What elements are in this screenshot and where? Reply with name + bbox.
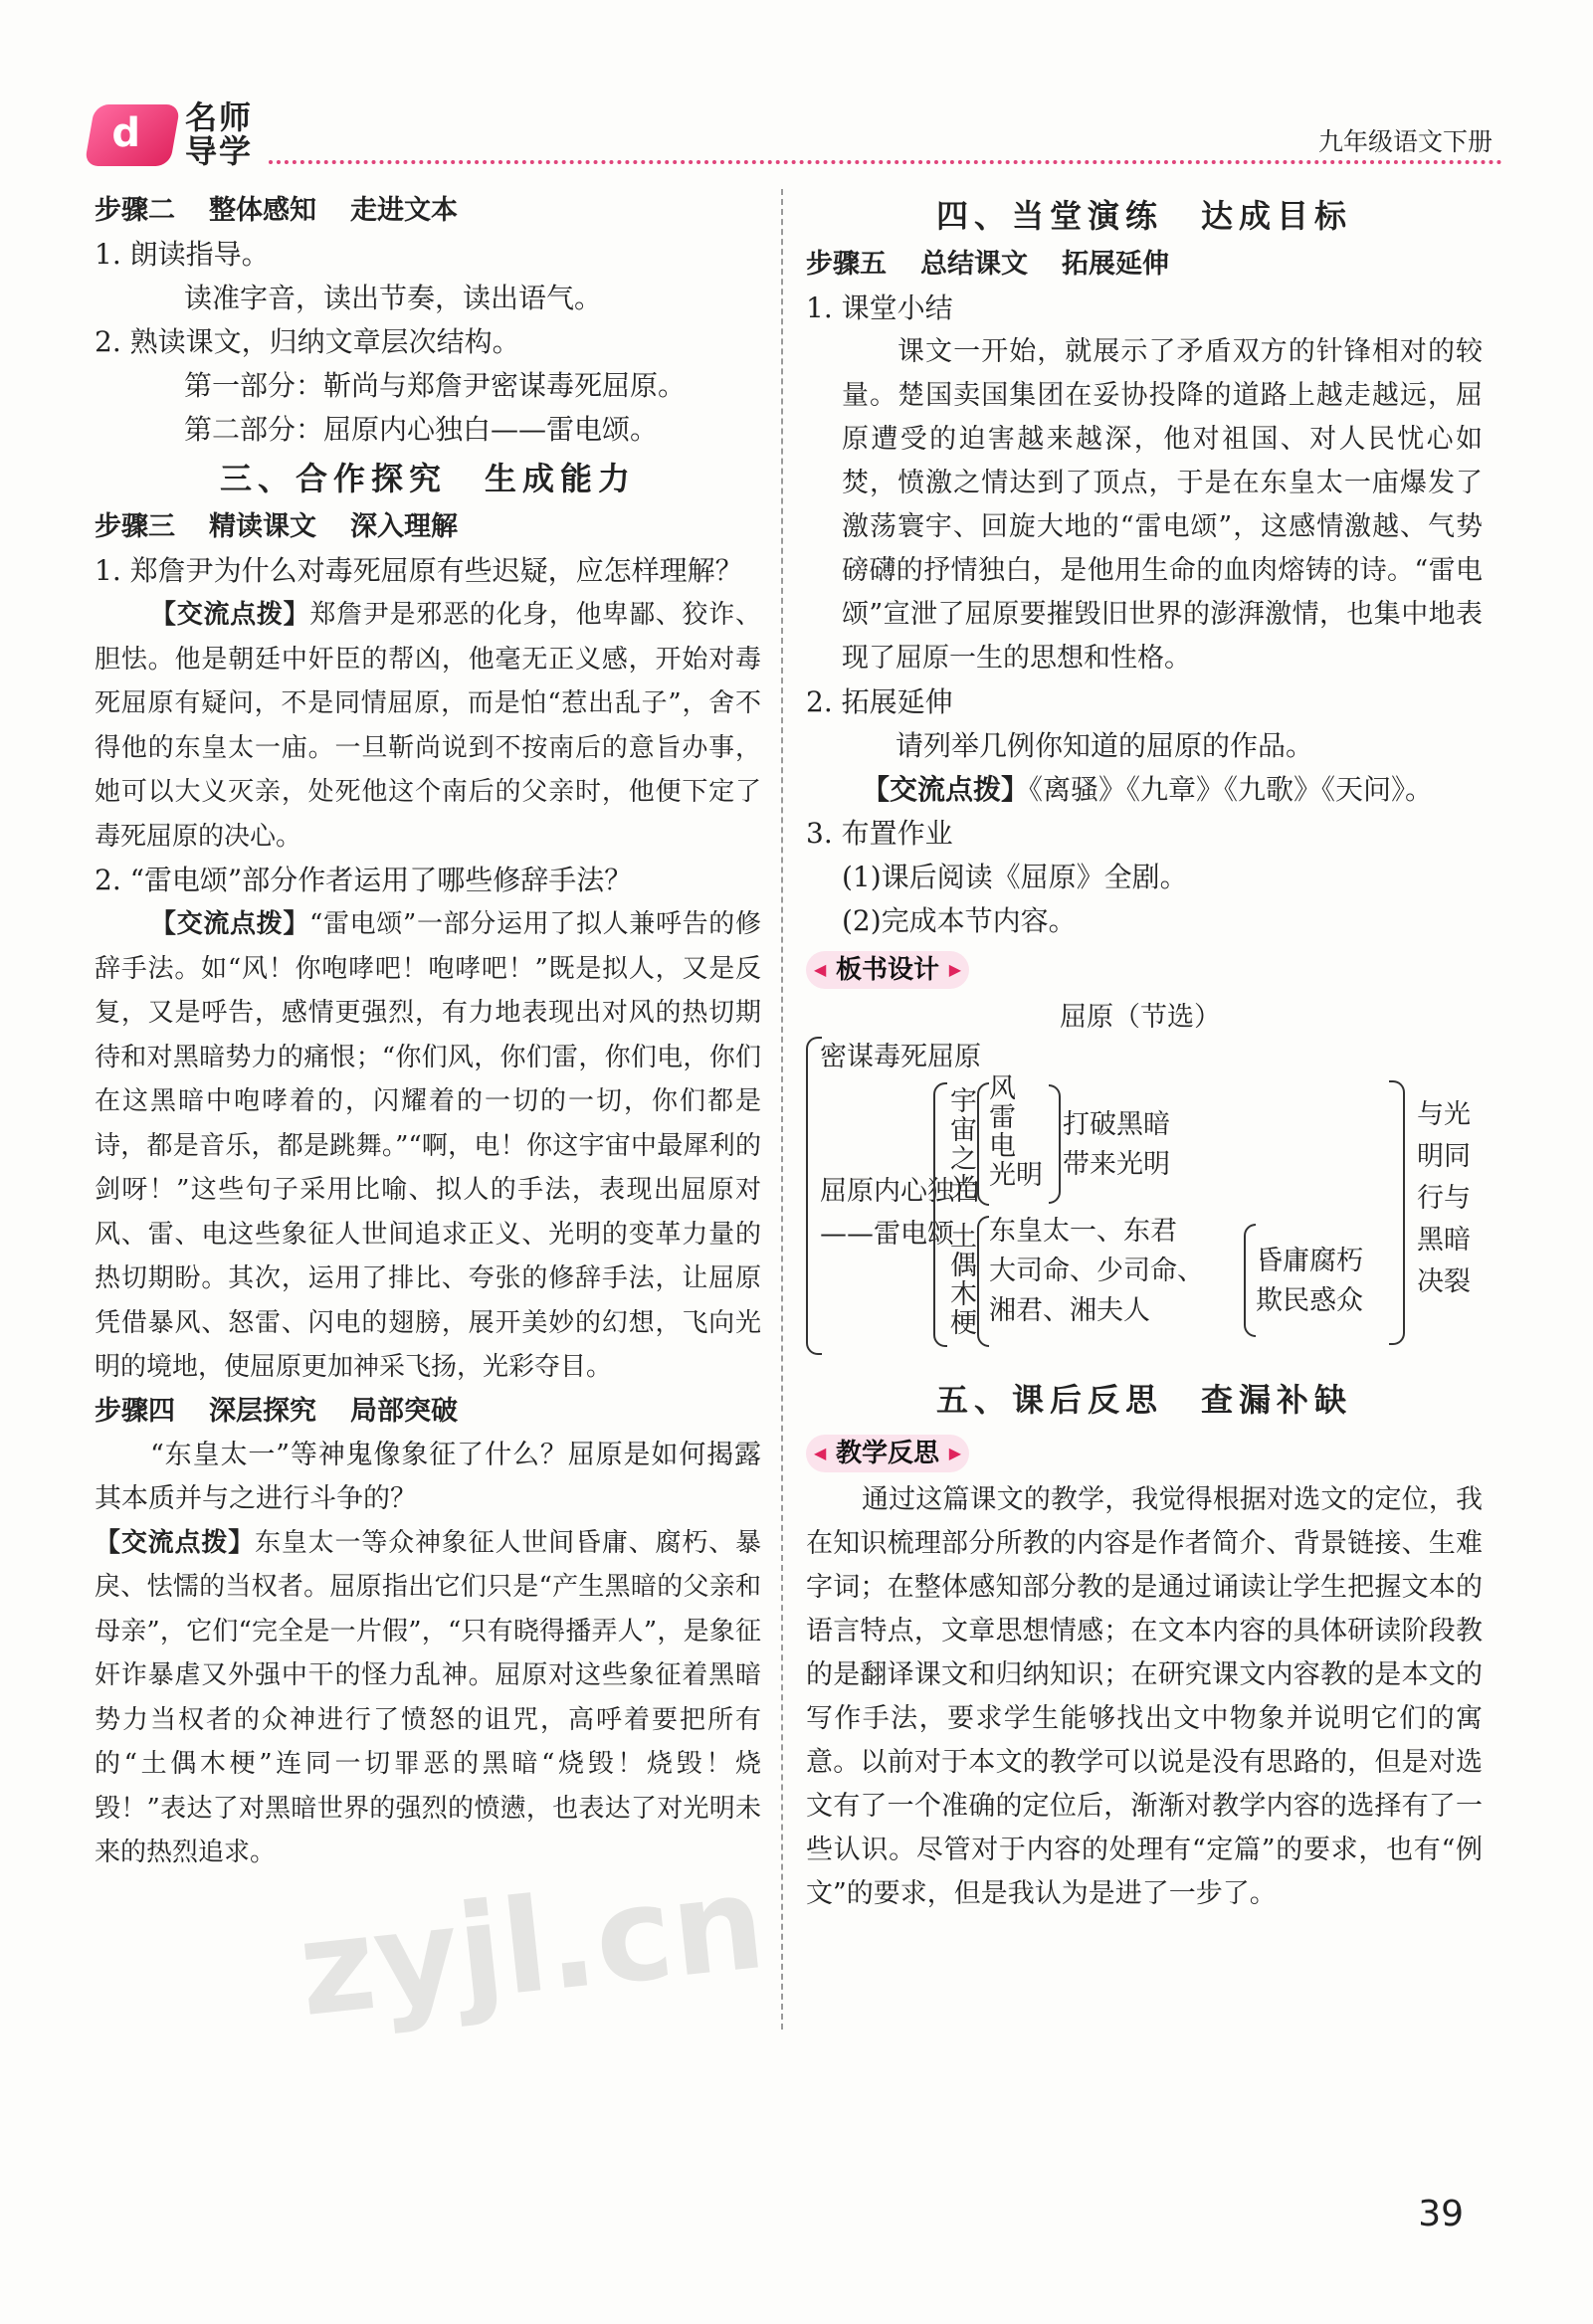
reflection-tag-row (806, 1427, 1483, 1478)
question-2: 2. 熟读课文，归纳文章层次结构。 (95, 325, 520, 358)
board-ode-text: ——雷电颂 (820, 1219, 954, 1250)
homework-item-2: (2)完成本节内容。 (842, 904, 1077, 937)
board-conclusion: 与光 明同 行与 黑暗 决裂 (1417, 1099, 1471, 1297)
summary-body: 课文一开始，就展示了矛盾双方的针锋相对的较量。楚国卖国集团在妥协投降的道路上越走越远，屈原遭受的迫害越来越深，他对祖国、对人民忧心如焚，愤激之情达到了顶点，于是在东皇太一庙爆发了激荡寰宇、回旋大地的“雷电颂”，这感情激越、气势磅礴的抒情独白，是他用生命的血肉熔铸的诗。“雷电颂”宣泄了屈原要摧毁旧世界的澎湃激情，也集中地表现了屈原一生的思想和性格。 (842, 336, 1483, 674)
question-1: 1. 朗读指导。 (95, 238, 270, 271)
question-1-body: 读准字音，读出节奏，读出语气。 (184, 282, 603, 314)
fatuous-corrupt: 昏庸腐朽 (1256, 1246, 1363, 1276)
board-title: 屈原（节选） (1060, 1002, 1221, 1033)
step-two-heading: 步骤二 整体感知 走进文本 (95, 195, 458, 226)
summary-heading: 1. 课堂小结 (806, 291, 953, 324)
gods-brace (977, 1216, 989, 1347)
step3-answer-1: 【交流点拨】郑詹尹是邪恶的化身，他卑鄙、狡诈、胆怯。他是朝廷中奸臣的帮凶，他毫无正义感，开始对毒死屈原有疑问，不是同情屈原，而是怕“惹出乱子”，舍不得他的东皇太一庙。一旦靳尚说到不按南后的意旨办事，她可以大义灭亲，处死他这个南后的父亲时，他便下定了毒死屈原的决心。 (95, 600, 761, 852)
section-four-title: 四、当堂演练 达成目标 (935, 197, 1352, 235)
header-divider (269, 160, 1502, 164)
deceive-people: 欺民惑众 (1256, 1285, 1363, 1316)
board-design-tag: ◀ 板书设计 ▶ (806, 951, 969, 989)
page-number: 39 (1418, 2194, 1464, 2234)
reflection-tag: ◀ 教学反思 ▶ (806, 1435, 969, 1472)
watermark: zyjl.cn (292, 1845, 772, 2046)
cosmos-light: 宇宙之光 (945, 1086, 976, 1202)
step-four-heading: 步骤四 深层探究 局部突破 (95, 1395, 458, 1427)
step4-answer: 【交流点拨】东皇太一等众神象征人世间昏庸、腐朽、暴戾、怯懦的当权者。屈原指出它们只是“产生黑暗的父亲和母亲”，它们“完全是一片假”，“只有晓得播弄人”，是象征奸诈暴虐又外强中干的怪力乱神。屈原对这些象征着黑暗势力当权者的众神进行了愤怒的诅咒，高呼着要把所有的“土偶木梗”连同一切罪恶的黑暗“烧毁！烧毁！烧毁！”表达了对黑暗世界的强烈的愤懑，也表达了对光明未来的热烈追求。 (95, 1527, 761, 1867)
book-title: 九年级语文下册 (1317, 127, 1493, 156)
step3-answer-2: 【交流点拨】“雷电颂”一部分运用了拟人兼呼告的修辞手法。如“风！你咆哮吧！咆哮吧！”既是拟人，又是反复，又是呼告，感情更强烈，有力地表现出对风的热切期待和对黑暗势力的痛恨；“你们风，你们雷，你们电，你们在这黑暗中咆哮着的，闪耀着的一切的一切，你们都是诗，都是音乐，都是跳舞。”“啊，电！你这宇宙中最犀利的剑呀！”这些句子采用比喻、拟人的手法，表现出屈原对风、雷、电这些象征人世间追求正义、光明的变革力量的热切期盼。其次，运用了排比、夸张的修辞手法，让屈原凭借暴风、怒雷、闪电的翅膀，展开美妙的幻想，飞向光明的境地，使屈原更加神采飞扬，光彩夺目。 (95, 909, 761, 1382)
left-column (95, 189, 761, 1875)
gods-list: 东皇太一、东君 大司命、少司命、 湘君、湘夫人 (989, 1216, 1204, 1326)
board-design-tag-row (806, 943, 1483, 995)
break-darkness: 打破黑暗 (1063, 1109, 1170, 1140)
elements-brace-right (1049, 1084, 1061, 1204)
board-monologue-text: 屈原内心独白 (820, 1176, 981, 1207)
gods-brace-right (1244, 1224, 1256, 1337)
clay-idols: 土偶木梗 (945, 1222, 976, 1337)
right-column (806, 189, 1483, 1916)
step4-question: “东皇太一”等神鬼像象征了什么？屈原是如何揭露其本质并与之进行斗争的？ (95, 1439, 761, 1514)
extension-body: 请列举几例你知道的屈原的作品。 (896, 729, 1314, 762)
right-brace (1389, 1080, 1405, 1345)
homework-item-1: (1)课后阅读《屈原》全剧。 (842, 861, 1188, 893)
step-five-heading: 步骤五 总结课文 拓展延伸 (806, 249, 1169, 280)
extension-heading: 2. 拓展延伸 (806, 685, 953, 718)
publisher-logo (90, 95, 269, 174)
part-two: 第二部分：屈原内心独白——雷电颂。 (184, 413, 659, 446)
extension-answer: 【交流点拨】《离骚》《九章》《九歌》《天问》。 (862, 773, 1434, 806)
reflection-body: 通过这篇课文的教学，我觉得根据对选文的定位，我在知识梳理部分所教的内容是作者简介、背景链接、生难字词；在整体感知部分教的是通过诵读让学生把握文本的语言特点，文章思想情感；在文本内容的具体研读阶段教的是翻译课文和归纳知识；在研究课文内容教的是本文的写作手法，要求学生能够找出文中物象并说明它们的寓意。以前对于本文的教学可以说是没有思路的，但是对选文有了一个准确的定位后，渐渐对教学内容的选择有了一些认识。尽管对于内容的处理有“定篇”的要求，也有“例文”的要求，但是我认为是进了一步了。 (806, 1484, 1483, 1909)
bring-light: 带来光明 (1063, 1149, 1170, 1180)
step3-question-1: 1. 郑詹尹为什么对毒死屈原有些迟疑，应怎样理解？ (95, 554, 743, 587)
board-design-diagram (806, 995, 1483, 1373)
section-five-title: 五、课后反思 查漏补缺 (935, 1381, 1352, 1419)
column-divider (781, 189, 783, 2030)
step3-question-2: 2. “雷电颂”部分作者运用了哪些修辞手法？ (95, 864, 633, 896)
section-three-title: 三、合作探究 生成能力 (219, 460, 636, 497)
elements-list: 风 雷 电 光明 (989, 1073, 1043, 1191)
homework-heading: 3. 布置作业 (806, 817, 953, 850)
part-one: 第一部分：靳尚与郑詹尹密谋毒死屈原。 (184, 369, 687, 402)
logo-icon: d (85, 104, 181, 166)
logo-text: 名师 导学 (185, 98, 254, 170)
step-three-heading: 步骤三 精读课文 深入理解 (95, 511, 458, 542)
page-header (90, 95, 1502, 174)
elements-brace (977, 1082, 989, 1206)
board-plot-text: 密谋毒死屈原 (820, 1042, 981, 1072)
